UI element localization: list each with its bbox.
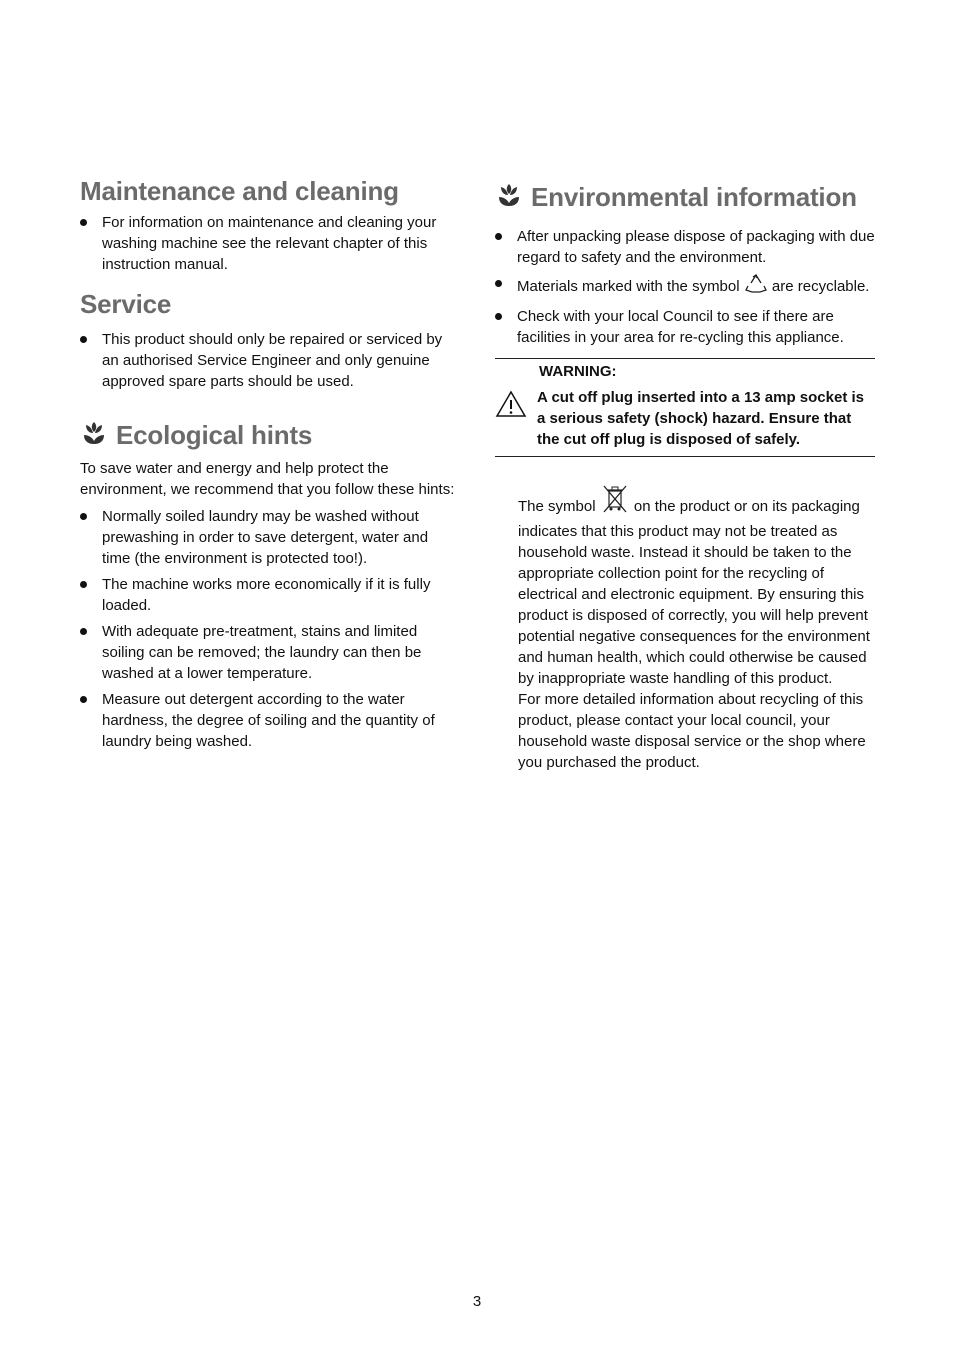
list-item-text: After unpacking please dispose of packaging with due regard to safety and the environment. [517, 228, 875, 266]
ecological-list [80, 506, 460, 752]
flower-icon [495, 181, 523, 214]
bullet-icon [80, 581, 87, 588]
ecological-intro: To save water and energy and help protect the environment, we recommend that you follow these hints: [80, 460, 455, 498]
list-item-text: This product should only be repaired or serviced by an authorised Service Engineer and only genuine approved spare parts should be used. [102, 331, 443, 390]
list-item-text: For information on maintenance and cleaning your washing machine see the relevant chapter of this instruction manual. [102, 214, 437, 273]
weee-text-before: The symbol [518, 498, 596, 515]
service-list [80, 329, 460, 392]
service-heading: Service [80, 289, 172, 319]
recycle-icon [744, 273, 768, 301]
bullet-icon [495, 313, 502, 320]
list-item-text: Materials marked with the symbol [517, 278, 740, 295]
warning-title: WARNING: [539, 363, 617, 380]
page-number: 3 [472, 1293, 482, 1310]
list-item [495, 226, 875, 268]
bullet-icon [80, 628, 87, 635]
list-item-text: With adequate pre-treatment, stains and limited soiling can be removed; the laundry can then be washed at a lower temperature. [102, 623, 422, 682]
weee-paragraph-2: For more detailed information about recycling of this product, please contact your local council, your household waste disposal service or the shop where you purchased the product. [518, 691, 866, 771]
list-item [80, 621, 460, 684]
warning-body [495, 387, 875, 450]
list-item-text: The machine works more economically if it is fully loaded. [102, 576, 431, 614]
environmental-heading-row [495, 180, 875, 214]
warning-text: A cut off plug inserted into a 13 amp socket is a serious safety (shock) hazard. Ensure that the cut off plug is disposed of safely. [537, 389, 865, 448]
right-column [495, 180, 875, 773]
crossed-bin-icon [600, 483, 630, 521]
bullet-icon [495, 233, 502, 240]
list-item [80, 212, 460, 275]
bullet-icon [80, 219, 87, 226]
bullet-icon [495, 280, 502, 287]
list-item-text: Normally soiled laundry may be washed without prewashing in order to save detergent, water and time (the environment is protected too!). [102, 508, 429, 567]
list-item-text: Measure out detergent according to the water hardness, the degree of soiling and the quantity of laundry being washed. [102, 691, 435, 750]
bullet-icon [80, 513, 87, 520]
weee-text-after: on the product or on its packaging indicates that this product may not be treated as household waste. Instead it should be taken to the appropriate collection point for the recycling of electrical and electronic equipment. By ensuring this product is disposed of correctly, you will help prevent potential negative consequences for the environment and human health, which could otherwise be caused by inappropriate waste handling of this product. [518, 498, 870, 687]
environmental-list [495, 226, 875, 348]
bullet-icon [80, 336, 87, 343]
warning-triangle-icon [495, 389, 529, 424]
left-column [80, 174, 460, 757]
weee-section [495, 483, 875, 773]
weee-paragraph [518, 483, 875, 689]
flower-icon [80, 419, 108, 452]
maintenance-heading: Maintenance and cleaning [80, 176, 399, 206]
ecological-heading: Ecological hints [116, 420, 313, 450]
maintenance-list [80, 212, 460, 275]
list-item [495, 273, 875, 301]
list-item-text: are recyclable. [771, 278, 870, 295]
ecological-heading-row [80, 418, 460, 452]
environmental-heading: Environmental information [531, 182, 857, 212]
list-item [495, 306, 875, 348]
list-item [80, 506, 460, 569]
list-item [80, 329, 460, 392]
bullet-icon [80, 696, 87, 703]
list-item-text: Check with your local Council to see if there are facilities in your area for re-cycling this appliance. [517, 308, 844, 346]
warning-box [495, 358, 875, 457]
list-item [80, 689, 460, 752]
list-item [80, 574, 460, 616]
